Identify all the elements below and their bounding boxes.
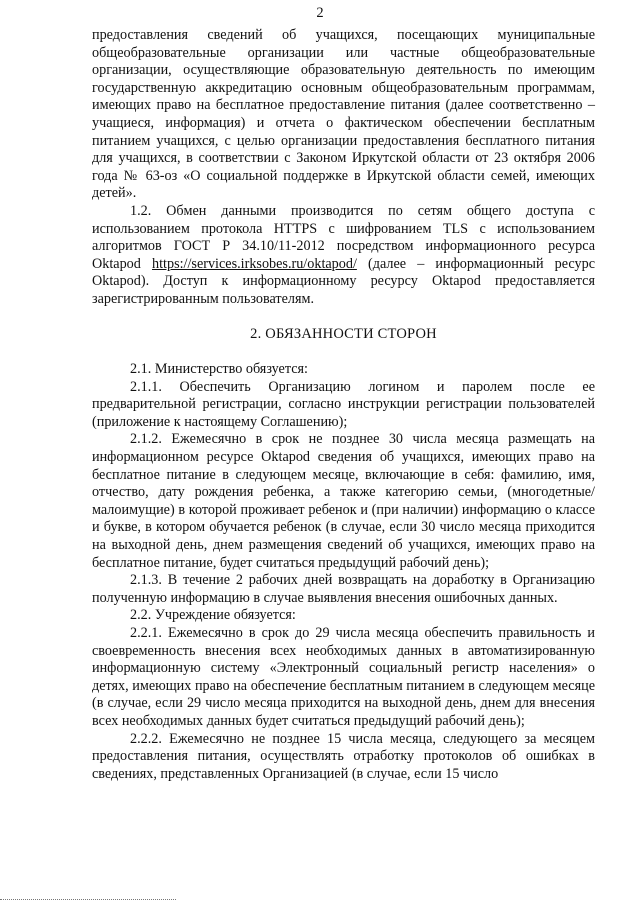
paragraph-1-2 xyxy=(92,203,595,309)
paragraph-2-2-2: 2.2.2. Ежемесячно не позднее 15 числа месяца, следующего за месяцем предоставления питания, осуществлять отработку протоколов об ошибках в сведениях, представленных Организацией (в случае, если 15 число xyxy=(92,730,595,782)
paragraph-2-2: 2.2. Учреждение обязуется: xyxy=(130,607,296,624)
paragraph-1-2-text-end: (далее – информационный ресурс Oktapod). Доступ к информационному ресурсу Oktapod предоставляется зарегистрированным пользователям. xyxy=(92,255,595,307)
oktapod-link[interactable]: https://services.irksobes.ru/oktapod/ xyxy=(152,255,357,272)
paragraph-2-1-1: 2.1.1. Обеспечить Организацию логином и паролем после ее предварительной регистрации, согласно инструкции регистрации пользователей (приложение к настоящему Соглашению); xyxy=(92,378,595,430)
intro-paragraph: предоставления сведений об учащихся, посещающих муниципальные общеобразовательные организации или частные общеобразовательные организации, осуществляющие образовательную деятельность по имеющим государственную аккредитацию основным общеобразовательным программам, имеющих право на бесплатное предоставление питания (далее соответственно – учащиеся, информация) и отчета о фактическом обеспечении бесплатным питанием учащихся, с целью организации предоставления бесплатного питания для учащихся, в соответствии с Законом Иркутской области от 23 октября 2006 года № 63-оз «О социальной поддержке в Иркутской области семей, имеющих детей». xyxy=(92,27,595,202)
paragraph-1-2-text-start: 1.2. Обмен данными производится по сетям общего доступа с использованием протокола HTTPS с шифрованием TLS с использованием алгоритмов ГОСТ Р 34.10/11-2012 посредством информационного ресурса Oktapod xyxy=(92,202,595,272)
paragraph-2-1: 2.1. Министерство обязуется: xyxy=(130,361,308,378)
paragraph-2-1-3: 2.1.3. В течение 2 рабочих дней возвращать на доработку в Организацию полученную информацию в случае выявления внесения ошибочных данных. xyxy=(92,572,595,606)
document-body xyxy=(92,27,595,783)
footer-divider xyxy=(0,899,176,900)
paragraph-2-1-2: 2.1.2. Ежемесячно в срок не позднее 30 числа месяца размещать на информационном ресурсе Oktapod сведения об учащихся, имеющих право на бесплатное питание в следующем месяце, включающие в себя: фамилию, имя, отчество, дату рождения ребенка, а также категорию семьи, (многодетные/малоимущие) в которой проживает ребенок и (при наличии) информацию о классе и букве, в котором обучается ребенок (в случае, если 30 число месяца приходится на выходной день, днем размещения сведений об учащихся, имеющих право на бесплатное питание, будет считаться предыдущий рабочий день); xyxy=(92,431,595,571)
paragraph-2-2-1: 2.2.1. Ежемесячно в срок до 29 числа месяца обеспечить правильность и своевременность внесения всех необходимых данных в автоматизированную информационную систему «Электронный социальный регистр населения» о детях, имеющих право на обеспечение бесплатным питанием в следующем месяце (в случае, если 29 число месяца приходится на выходной день, днем для внесения всех необходимых данных будет считаться предыдущий рабочий день); xyxy=(92,625,595,729)
section-2-heading: 2. ОБЯЗАННОСТИ СТОРОН xyxy=(250,325,437,342)
page-number: 2 xyxy=(316,5,324,21)
